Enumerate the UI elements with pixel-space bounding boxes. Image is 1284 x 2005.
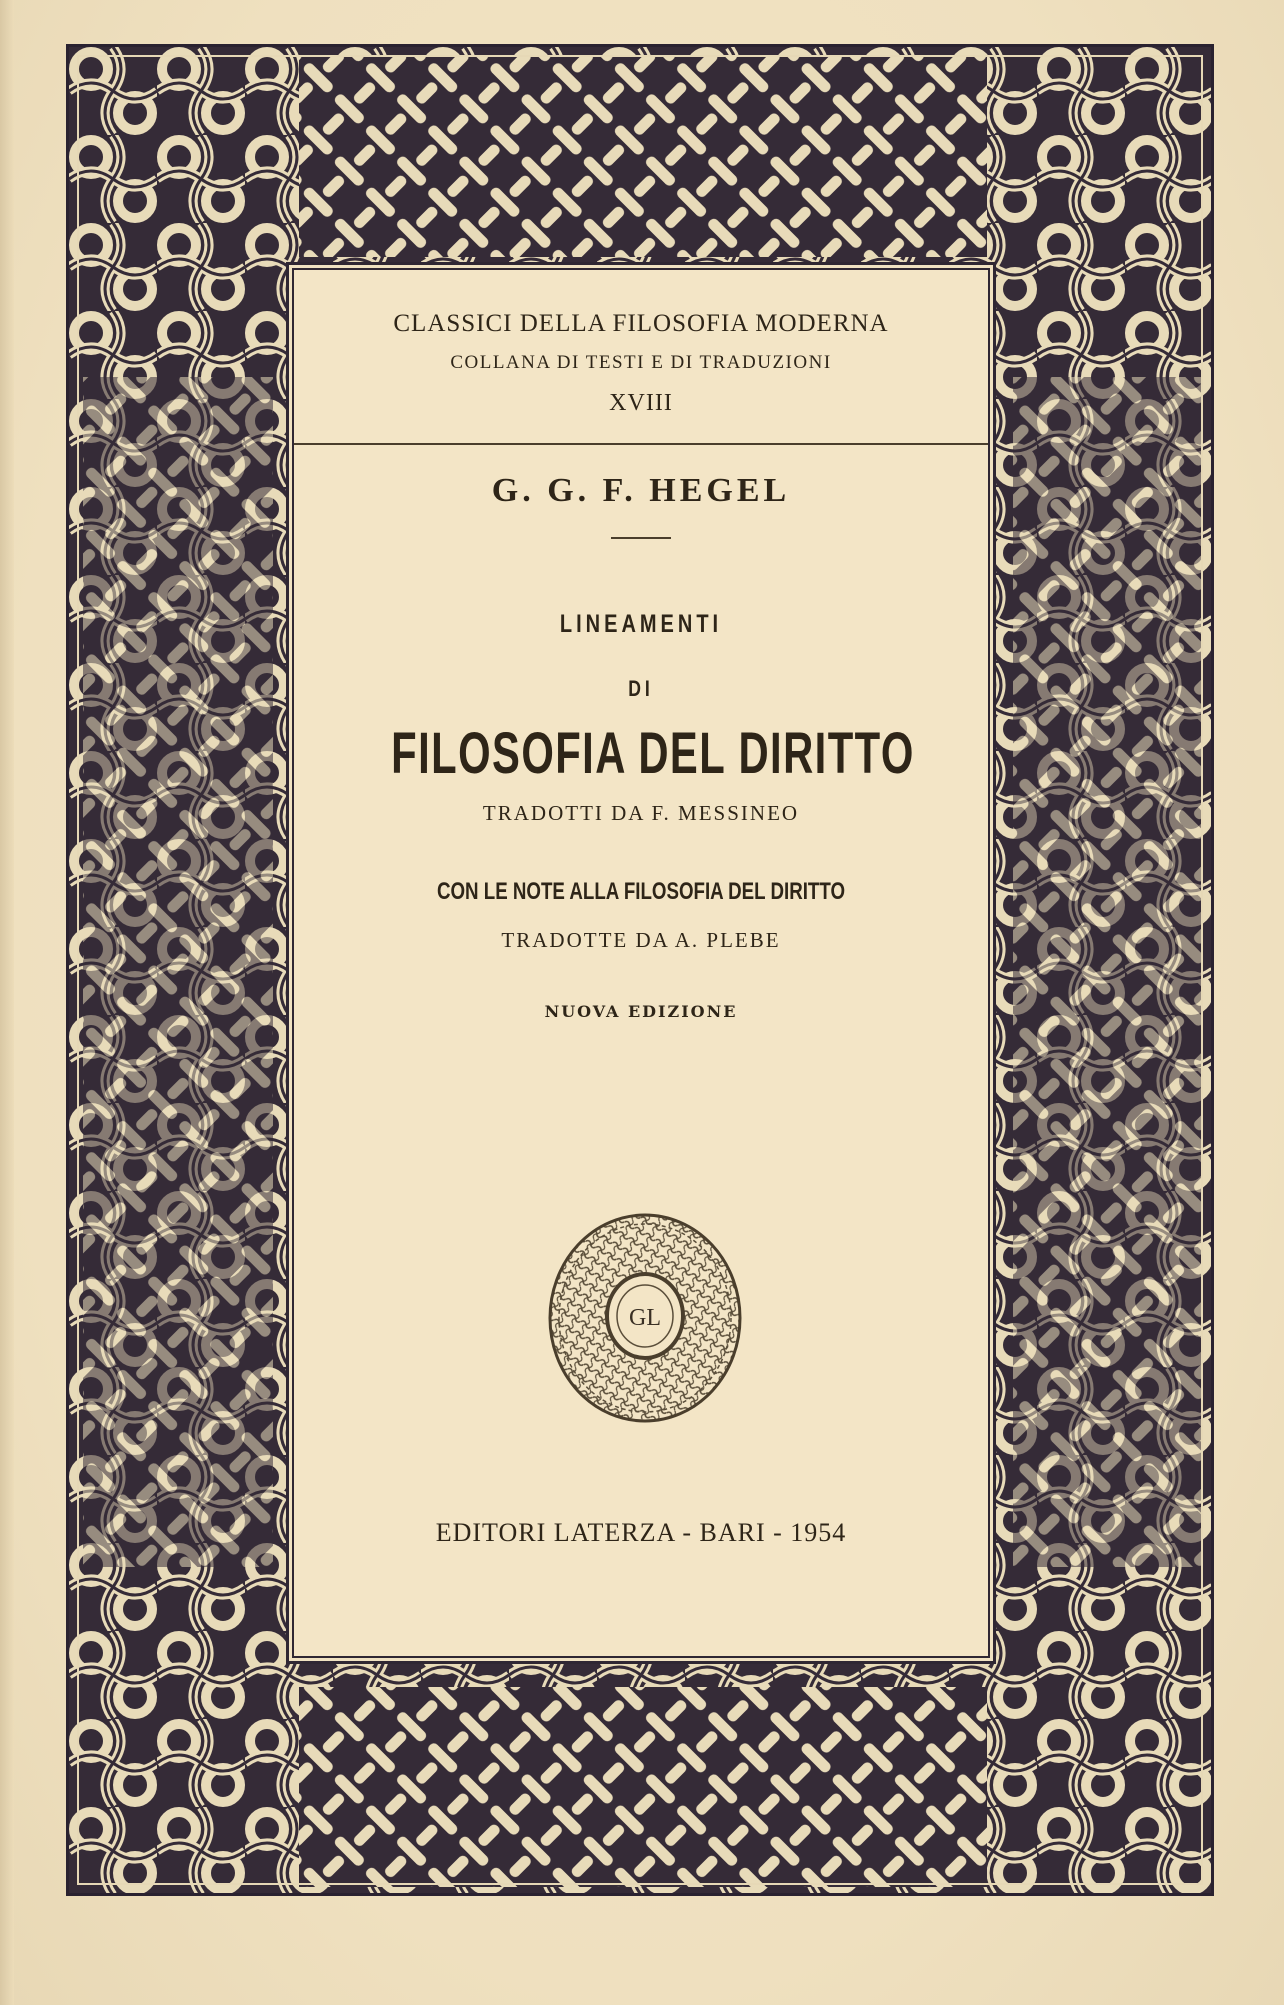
series-subtitle: COLLANA DI TESTI E DI TRADUZIONI — [450, 352, 832, 373]
publisher-emblem-icon — [547, 1212, 743, 1424]
title-panel — [292, 268, 990, 1658]
translator-credit: TRADOTTI DA F. MESSINEO — [482, 801, 800, 825]
header-divider — [294, 443, 988, 445]
series-title: CLASSICI DELLA FILOSOFIA MODERNA — [393, 310, 889, 337]
notes-line-2: TRADOTTE DA A. PLEBE — [501, 928, 781, 952]
cover-edge — [0, 0, 14, 2005]
notes-line-1: CON LE NOTE ALLA FILOSOFIA DEL DIRITTO — [436, 878, 846, 905]
volume-number: XVIII — [609, 390, 673, 416]
title-line-2: DI — [628, 676, 654, 701]
author-name: G. G. F. HEGEL — [491, 472, 791, 509]
book-title: FILOSOFIA DEL DIRITTO — [391, 721, 915, 786]
svg-text:GL: GL — [629, 1305, 661, 1331]
publisher-imprint: EDITORI LATERZA - BARI - 1954 — [435, 1518, 847, 1547]
title-line-1: LINEAMENTI — [559, 610, 723, 638]
edition-label: NUOVA EDIZIONE — [544, 1002, 738, 1021]
author-rule — [611, 537, 671, 539]
